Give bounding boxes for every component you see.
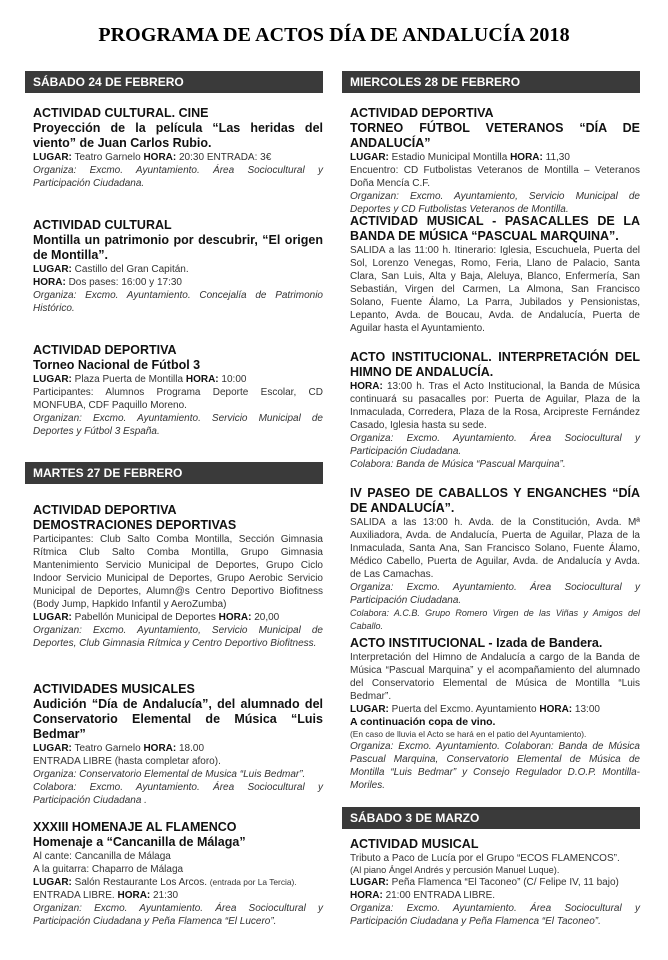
lugar-line: [33, 263, 323, 276]
cante-line: Al cante: Cancanilla de Málaga: [33, 851, 171, 862]
organizer: Organiza: Excmo. Ayuntamiento. Área Sociocultural y Participación Ciudadana.: [350, 433, 640, 457]
event-type: ACTIVIDAD CULTURAL: [33, 218, 172, 232]
entrada-line: [33, 889, 323, 902]
collaborator: Colabora: Excmo. Ayuntamiento. Área Sociocultural y Participación Ciudadana .: [33, 782, 323, 806]
hora-label: HORA:: [117, 890, 151, 901]
hora-value: 10:00: [221, 374, 247, 385]
lugar-label: LUGAR:: [33, 743, 72, 754]
itinerary: SALIDA a las 11:00 h. Itinerario: Iglesia, Escuchuela, Puerta del Sol, Lorenzo Venegas, Romo, Feria, Llano de Palacio, Santa Clara, San Luis, Alta y Baja, Aleluya, Blanco, Enfermería, San Sebastián, Virgen del Carmen, La Almona, San Francisco Solano, Fuente Álamo, La Parra, Jubilados y Pensionistas, Lepanto, Avda. de Boucau, Avda. de Andalucía, Puerta de Aguilar hasta el Ayuntamiento.: [350, 245, 640, 334]
event-patrimonio: [33, 218, 323, 315]
hora-line: [33, 276, 323, 289]
hora-value: 18.00: [179, 743, 205, 754]
participants: Participantes: Club Salto Comba Montilla, Sección Gimnasia Rítmica Club Salto Comba Montilla, Grupo Gimnasia Mantenimiento Servicio Municipal de Deportes, Grupo Ciclo Indoor Servicio Municipal de Deportes, Grupo Aerobic Servicio Municipal de Deportes, Alumn@s Centro Deportivo Biofitness (Body Jump, Hapkido Infantil y AeroZumba): [33, 534, 323, 610]
event-title: ACTO INSTITUCIONAL - Izada de Bandera.: [350, 636, 603, 650]
page-title: PROGRAMA DE ACTOS DÍA DE ANDALUCÍA 2018: [98, 24, 570, 46]
hora-label: HORA:: [185, 374, 219, 385]
lugar-value: Salón Restaurante Los Arcos.: [74, 877, 207, 888]
event-himno: [350, 350, 640, 471]
event-details: [350, 703, 640, 716]
lluvia-note: (En caso de lluvia el Acto se hará en el patio del Ayuntamiento).: [350, 729, 587, 739]
lugar-label: LUGAR:: [33, 612, 72, 623]
event-title: Torneo Nacional de Fútbol 3: [33, 358, 201, 372]
event-demostraciones: [33, 503, 323, 650]
lugar-label: LUGAR:: [350, 704, 389, 715]
day-header-wed28: MIERCOLES 28 DE FEBRERO: [342, 71, 640, 93]
lugar-value: Puerta del Excmo. Ayuntamiento: [391, 704, 537, 715]
event-details: [33, 373, 323, 386]
day-header-sat3: SÁBADO 3 DE MARZO: [342, 807, 640, 829]
hora-line: [350, 889, 640, 902]
entrada-value: ENTRADA LIBRE.: [33, 890, 115, 901]
day-header-tue27: MARTES 27 DE FEBRERO: [25, 462, 323, 484]
event-type: ACTIVIDAD DEPORTIVA: [33, 503, 177, 517]
left-column: [25, 0, 323, 960]
event-details: [33, 742, 323, 755]
lugar-line: [33, 876, 323, 889]
lugar-label: LUGAR:: [350, 877, 389, 888]
event-title: DEMOSTRACIONES DEPORTIVAS: [33, 518, 237, 532]
hora-label: HORA:: [350, 890, 383, 901]
lugar-label: LUGAR:: [33, 264, 72, 275]
organizer: Organiza: Excmo. Ayuntamiento. Área Sociocultural y Participación Ciudadana.: [33, 165, 323, 189]
lugar-label: LUGAR:: [33, 877, 72, 888]
lugar-label: LUGAR:: [33, 374, 72, 385]
guitarra-line: A la guitarra: Chaparro de Málaga: [33, 864, 184, 875]
description: Tributo a Paco de Lucía por el Grupo “ECOS FLAMENCOS”.: [350, 853, 620, 864]
right-column: [342, 0, 640, 960]
hora-label: HORA:: [510, 152, 543, 163]
lugar-note: (entrada por La Tercia).: [209, 877, 297, 887]
organizer: Organiza: Excmo. Ayuntamiento. Área Sociocultural y Participación Ciudadana.: [350, 582, 640, 606]
event-bandera: [350, 636, 640, 792]
hora-label: HORA:: [143, 152, 177, 163]
organizer: Organizan: Excmo. Ayuntamiento. Área Sociocultural y Participación Ciudadana y Peña Flamenca “El Lucero”.: [33, 903, 323, 927]
encuentro-line: Encuentro: CD Futbolistas Veteranos de Montilla – Veteranos Doña Mencía C.F.: [350, 165, 640, 189]
organizer: Organizan: Excmo. Ayuntamiento. Servicio Municipal de Deportes y Fútbol 3 España.: [33, 413, 323, 437]
piano-note: (Al piano Ángel Andrés y percusión Manuel Luque).: [350, 865, 560, 875]
hora-value: 13:00: [574, 704, 600, 715]
lugar-value: Pabellón Municipal de Deportes: [74, 612, 216, 623]
event-type: ACTIVIDAD DEPORTIVA: [350, 106, 494, 120]
hora-value: 21:00: [385, 890, 411, 901]
collaborator: Colabora: A.C.B. Grupo Romero Virgen de las Viñas y Amigos del Caballo.: [350, 608, 640, 631]
day-header-sat24: SÁBADO 24 DE FEBRERO: [25, 71, 323, 93]
hora-label: HORA:: [350, 381, 383, 392]
organizer: Organiza: Excmo. Ayuntamiento. Colaboran: Banda de Música Pascual Marquina, Conservatorio Elemental de Música de Montilla “Luis Bedmar” y Consejo Regulador D.O.P. Montilla-Moriles.: [350, 741, 640, 791]
organizer: Organiza: Conservatorio Elemental de Musica “Luis Bedmar”.: [33, 769, 306, 780]
organizer: Organiza: Excmo. Ayuntamiento. Área Sociocultural y Participación Ciudadana y Peña Flamenca “El Taconeo”.: [350, 903, 640, 927]
organizer: Organizan: Excmo. Ayuntamiento, Servicio Municipal de Deportes, Club Gimnasia Rítmica y Centro Deportivo Biofitness.: [33, 625, 323, 649]
route: SALIDA a las 13:00 h. Avda. de la Constitución, Avda. Mª Auxiliadora, Avda. de Andalucía, Puerta de Aguilar, Plaza de la Inmaculada, Santa Ana, San Francisco Solano, Fuente Álamo, Médico Cabello, Puerta de Aguilar, Avda. de Andalucía y Avda. de Las Camachas.: [350, 517, 640, 580]
event-title: Montilla un patrimonio por descubrir, “El origen de Montilla”.: [33, 233, 323, 262]
event-details: [33, 611, 323, 624]
lugar-value: Teatro Garnelo: [74, 743, 141, 754]
lugar-value: Peña Flamenca “El Taconeo” (C/ Felipe IV, 11 bajo): [391, 877, 619, 888]
hora-label: HORA:: [539, 704, 573, 715]
participants: Participantes: Alumnos Programa Deporte Escolar, CD MONFUBA, CDF Paquillo Moreno.: [33, 387, 323, 411]
lugar-value: Castillo del Gran Capitán.: [74, 264, 189, 275]
event-pasacalles: [350, 214, 640, 335]
lugar-label: LUGAR:: [33, 152, 72, 163]
collaborator: Colabora: Banda de Música “Pascual Marquina”.: [350, 459, 566, 470]
organizer: Organizan: Excmo. Ayuntamiento, Servicio Municipal de Deportes y CD Futbolistas Veteranos de Montilla.: [350, 191, 640, 215]
event-details: [33, 151, 323, 164]
event-ecos-flamencos: [350, 837, 640, 928]
event-type: ACTIVIDADES MUSICALES: [33, 682, 195, 696]
hora-value: Dos pases: 16:00 y 17:30: [68, 277, 182, 288]
event-veteranos: [350, 106, 640, 216]
hora-value: 11,30: [545, 152, 570, 163]
hora-value: 20:30: [179, 152, 205, 163]
lugar-line: [350, 876, 640, 889]
hora-label: HORA:: [33, 277, 66, 288]
event-title: ACTO INSTITUCIONAL. INTERPRETACIÓN DEL HIMNO DE ANDALUCÍA.: [350, 350, 640, 379]
entrada-value: ENTRADA LIBRE.: [413, 890, 496, 901]
description: Tras el Acto Institucional, la Banda de Música continuará su pasacalles por: Puerta de Aguilar, Plaza de la Inmaculada, Corredera, Plaza de la Rosa, Arcipreste Fernández Casado, Iglesia hasta su sede.: [350, 381, 640, 431]
event-flamenco: [33, 820, 323, 928]
lugar-label: LUGAR:: [350, 152, 389, 163]
event-title: Homenaje a “Cancanilla de Málaga”: [33, 835, 246, 849]
event-type: ACTIVIDAD DEPORTIVA: [33, 343, 177, 357]
event-title: Audición “Día de Andalucía”, del alumnado del Conservatorio Elemental de Música “Luis Bedmar”: [33, 697, 323, 741]
event-type: XXXIII HOMENAJE AL FLAMENCO: [33, 820, 237, 834]
hora-value: 21:30: [153, 890, 179, 901]
event-text: [350, 380, 640, 432]
event-title: Proyección de la película “Las heridas del viento” de Juan Carlos Rubio.: [33, 121, 323, 150]
event-title: ACTIVIDAD MUSICAL - PASACALLES DE LA BANDA DE MÚSICA “PASCUAL MARQUINA”.: [350, 214, 640, 243]
hora-value: 20,00: [254, 612, 280, 623]
event-type: ACTIVIDAD CULTURAL. CINE: [33, 106, 209, 120]
hora-label: HORA:: [143, 743, 177, 754]
vino-line: A continuación copa de vino.: [350, 716, 496, 728]
lugar-value: Plaza Puerta de Montilla: [74, 374, 184, 385]
entrada-line: ENTRADA LIBRE (hasta completar aforo).: [33, 756, 221, 767]
event-title: TORNEO FÚTBOL VETERANOS “DÍA DE ANDALUCÍA”: [350, 121, 640, 150]
event-caballos: [350, 486, 640, 633]
event-title: IV PASEO DE CABALLOS Y ENGANCHES “DÍA DE ANDALUCÍA”.: [350, 486, 640, 515]
description: Interpretación del Himno de Andalucía a cargo de la Banda de Música “Pascual Marquina” y el acompañamiento del alumnado del Conservatorio Elemental de Música de Montilla “Luis Bedmar”.: [350, 652, 640, 702]
lugar-value: Teatro Garnelo: [74, 152, 141, 163]
entrada-value: ENTRADA: 3€: [206, 152, 272, 163]
organizer: Organiza: Excmo. Ayuntamiento. Concejalía de Patrimonio Histórico.: [33, 290, 323, 314]
event-cine: [33, 106, 323, 190]
hora-label: HORA:: [218, 612, 252, 623]
event-details: [350, 151, 640, 164]
lugar-value: Estadio Municipal Montilla: [391, 152, 508, 163]
event-type: ACTIVIDAD MUSICAL: [350, 837, 479, 851]
event-futbol3: [33, 343, 323, 438]
event-audicion: [33, 682, 323, 807]
hora-value: 13:00 h.: [387, 381, 425, 392]
